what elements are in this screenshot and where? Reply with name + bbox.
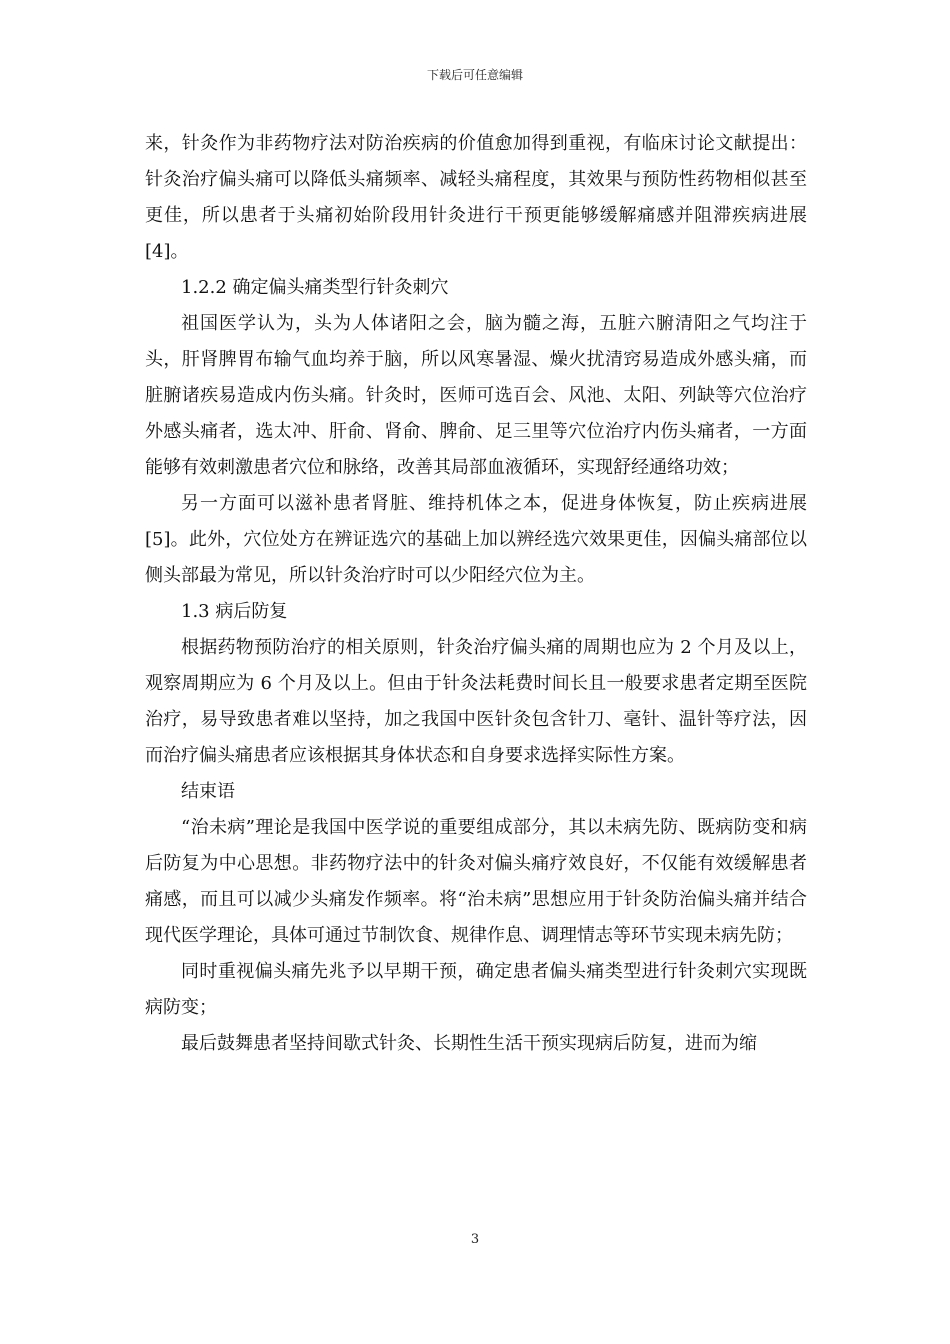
section-heading-1-2-2: 1.2.2 确定偏头痛类型行针灸刺穴 <box>181 277 449 298</box>
page-header: 下载后可任意编辑 <box>426 68 523 82</box>
paragraph: 祖国医学认为，头为人体诸阳之会，脑为髓之海，五脏六腑清阳之气均注于头，肝肾脾胃布输气血均养于脑，所以风寒暑湿、燥火扰清窍易造成外感头痛，而脏腑诸疾易造成内伤头痛。针灸时，医师可选百会、风池、太阳、列缺等穴位治疗外感头痛者，选太冲、肝俞、肾俞、脾俞、足三里等穴位治疗内伤头痛者，一方面能够有效刺激患者穴位和脉络，改善其局部血液循环，实现舒经通络功效； <box>145 313 807 478</box>
page-number: 3 <box>470 1232 480 1247</box>
paragraph-continued: 来，针灸作为非药物疗法对防治疾病的价值愈加得到重视，有临床讨论文献提出：针灸治疗偏头痛可以降低头痛频率、减轻头痛程度，其效果与预防性药物相似甚至更佳，所以患者于头痛初始阶段用针灸进行干预更能够缓解痛感并阻滞疾病进展[4]。 <box>145 133 807 262</box>
paragraph: 同时重视偏头痛先兆予以早期干预，确定患者偏头痛类型进行针灸刺穴实现既病防变； <box>145 961 807 1018</box>
paragraph: 根据药物预防治疗的相关原则，针灸治疗偏头痛的周期也应为 2 个月及以上，观察周期应为 6 个月及以上。但由于针灸法耗费时间长且一般要求患者定期至医院治疗，易导致患者难以坚持，加之我国中医针灸包含针刀、毫针、温针等疗法，因而治疗偏头痛患者应该根据其身体状态和自身要求选择实际性方案。 <box>145 637 807 766</box>
section-heading-conclusion: 结束语 <box>181 781 235 802</box>
paragraph: 最后鼓舞患者坚持间歇式针灸、长期性生活干预实现病后防复，进而为缩 <box>181 1033 757 1054</box>
section-heading-1-3: 1.3 病后防复 <box>181 601 288 622</box>
paragraph: “治未病”理论是我国中医学说的重要组成部分，其以未病先防、既病防变和病后防复为中心思想。非药物疗法中的针灸对偏头痛疗效良好，不仅能有效缓解患者痛感，而且可以减少头痛发作频率。将“治未病”思想应用于针灸防治偏头痛并结合现代医学理论，具体可通过节制饮食、规律作息、调理情志等环节实现未病先防； <box>145 817 807 946</box>
body-text <box>145 126 807 1062</box>
paragraph: 另一方面可以滋补患者肾脏、维持机体之本，促进身体恢复，防止疾病进展[5]。此外，穴位处方在辨证选穴的基础上加以辨经选穴效果更佳，因偏头痛部位以侧头部最为常见，所以针灸治疗时可以少阳经穴位为主。 <box>145 493 807 586</box>
